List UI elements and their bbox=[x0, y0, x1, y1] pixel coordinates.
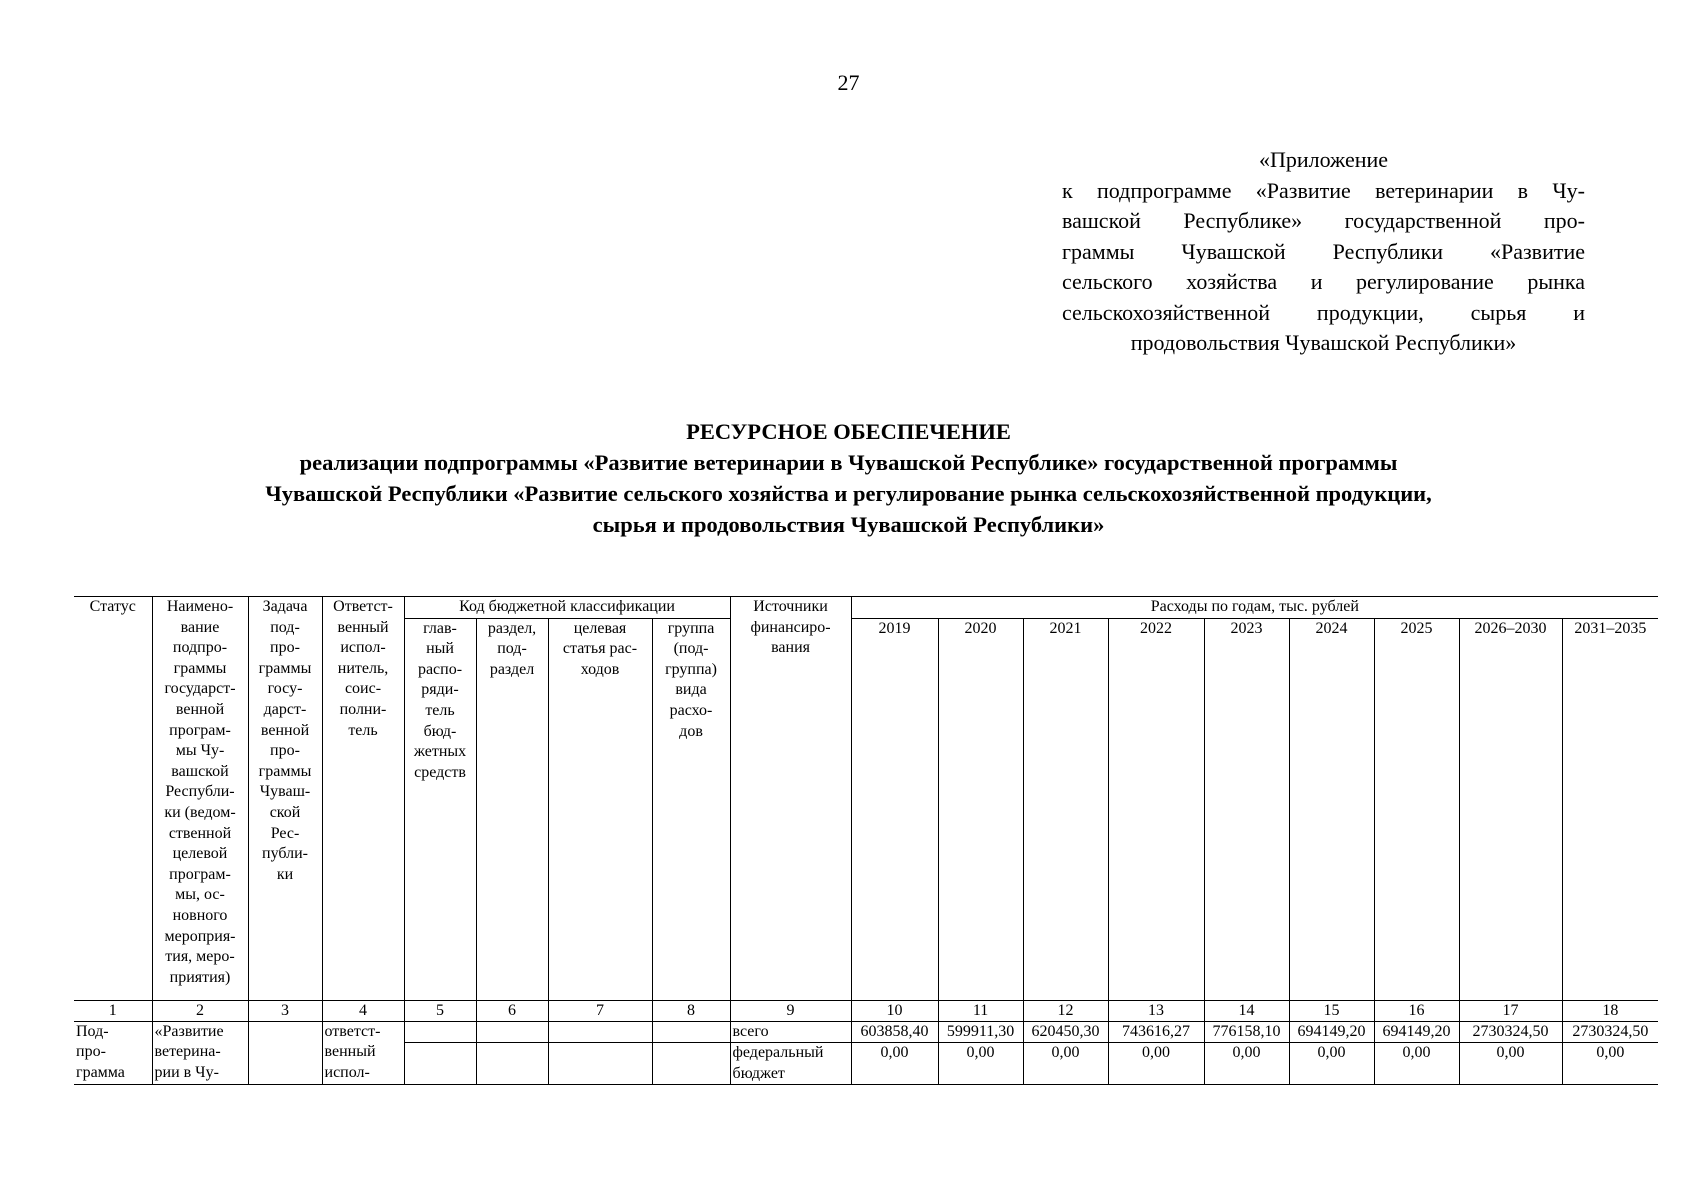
row-value: 694149,20 bbox=[1374, 1021, 1459, 1043]
column-number: 10 bbox=[851, 1000, 938, 1021]
appendix-line: граммы Чувашской Республики «Развитие bbox=[1062, 238, 1585, 264]
header-year: 2022 bbox=[1108, 618, 1204, 1000]
column-number: 9 bbox=[730, 1000, 851, 1021]
header-year: 2019 bbox=[851, 618, 938, 1000]
header-target-article: целевая статья рас- ходов bbox=[548, 618, 652, 1000]
column-number: 2 bbox=[152, 1000, 248, 1021]
row-value: 599911,30 bbox=[938, 1021, 1023, 1043]
header-expense-group: группа (под- группа) вида расхо- дов bbox=[652, 618, 730, 1000]
header-section: раздел, под- раздел bbox=[476, 618, 548, 1000]
header-expenses: Расходы по годам, тыс. рублей bbox=[851, 597, 1658, 619]
row-value: 743616,27 bbox=[1108, 1021, 1204, 1043]
row-value: 603858,40 bbox=[851, 1021, 938, 1043]
column-number: 14 bbox=[1204, 1000, 1289, 1021]
column-number: 18 bbox=[1562, 1000, 1658, 1021]
row-value: 0,00 bbox=[1108, 1043, 1204, 1085]
header-funding-sources: Источники финансиро- вания bbox=[730, 597, 851, 1001]
document-title bbox=[0, 416, 1697, 540]
row-target-article bbox=[548, 1043, 652, 1085]
header-year: 2021 bbox=[1023, 618, 1108, 1000]
title-line: Чувашской Республики «Развитие сельского хозяйства и регулирование рынка сельскохозяйственной продукции, bbox=[265, 481, 1432, 506]
column-number: 11 bbox=[938, 1000, 1023, 1021]
column-number: 4 bbox=[322, 1000, 404, 1021]
column-number: 13 bbox=[1108, 1000, 1204, 1021]
column-number: 16 bbox=[1374, 1000, 1459, 1021]
row-name: «Развитие ветерина- рии в Чу- bbox=[152, 1021, 248, 1085]
column-number: 7 bbox=[548, 1000, 652, 1021]
header-name: Наимено- вание подпро- граммы государст- венной програм- мы Чу- вашской Республи- ки (ведом- ственной целевой програм- мы, ос- новного мероприя- тия, меро- приятия) bbox=[152, 597, 248, 1001]
row-section bbox=[476, 1043, 548, 1085]
appendix-note bbox=[1062, 145, 1585, 359]
header-year: 2024 bbox=[1289, 618, 1374, 1000]
header-status: Статус bbox=[74, 597, 152, 1001]
title-line: сырья и продовольствия Чувашской Республики» bbox=[592, 512, 1105, 537]
row-main-manager bbox=[404, 1021, 476, 1043]
row-status: Под- про- грамма bbox=[74, 1021, 152, 1085]
title-line: РЕСУРСНОЕ ОБЕСПЕЧЕНИЕ bbox=[686, 419, 1011, 444]
header-year: 2031–2035 bbox=[1562, 618, 1658, 1000]
row-executor: ответст- венный испол- bbox=[322, 1021, 404, 1085]
row-value: 776158,10 bbox=[1204, 1021, 1289, 1043]
header-year: 2025 bbox=[1374, 618, 1459, 1000]
column-number: 15 bbox=[1289, 1000, 1374, 1021]
column-number: 8 bbox=[652, 1000, 730, 1021]
column-number: 5 bbox=[404, 1000, 476, 1021]
header-main-manager: глав- ный распо- ряди- тель бюд- жетных средств bbox=[404, 618, 476, 1000]
header-year: 2026–2030 bbox=[1459, 618, 1562, 1000]
row-value: 2730324,50 bbox=[1562, 1021, 1658, 1043]
header-budget-code: Код бюджетной классификации bbox=[404, 597, 730, 619]
row-value: 0,00 bbox=[851, 1043, 938, 1085]
column-number: 6 bbox=[476, 1000, 548, 1021]
row-value: 0,00 bbox=[1562, 1043, 1658, 1085]
appendix-line: к подпрограмме «Развитие ветеринарии в Чу- bbox=[1062, 177, 1585, 203]
row-value: 0,00 bbox=[1459, 1043, 1562, 1085]
row-value: 0,00 bbox=[1374, 1043, 1459, 1085]
row-value: 620450,30 bbox=[1023, 1021, 1108, 1043]
column-number: 3 bbox=[248, 1000, 322, 1021]
row-expense-group bbox=[652, 1043, 730, 1085]
row-value: 0,00 bbox=[1023, 1043, 1108, 1085]
appendix-line: продовольствия Чувашской Республики» bbox=[1130, 330, 1517, 355]
title-line: реализации подпрограммы «Развитие ветеринарии в Чувашской Республике» государственной программы bbox=[299, 450, 1398, 475]
header-year: 2020 bbox=[938, 618, 1023, 1000]
row-target-article bbox=[548, 1021, 652, 1043]
row-funding-source: федеральный бюджет bbox=[730, 1043, 851, 1085]
row-funding-source: всего bbox=[730, 1021, 851, 1043]
row-value: 0,00 bbox=[1204, 1043, 1289, 1085]
appendix-heading: «Приложение bbox=[1258, 147, 1389, 172]
appendix-line: сельскохозяйственной продукции, сырья и bbox=[1062, 299, 1585, 325]
header-task: Задача под- про- граммы госу- дарст- венной про- граммы Чуваш- ской Рес- публи- ки bbox=[248, 597, 322, 1001]
row-value: 2730324,50 bbox=[1459, 1021, 1562, 1043]
row-expense-group bbox=[652, 1021, 730, 1043]
column-number: 1 bbox=[74, 1000, 152, 1021]
row-main-manager bbox=[404, 1043, 476, 1085]
resource-table bbox=[74, 596, 1658, 1085]
appendix-line: сельского хозяйства и регулирование рынка bbox=[1062, 269, 1585, 294]
row-value: 0,00 bbox=[1289, 1043, 1374, 1085]
row-task bbox=[248, 1021, 322, 1085]
page-number: 27 bbox=[837, 70, 860, 95]
column-number: 12 bbox=[1023, 1000, 1108, 1021]
column-number: 17 bbox=[1459, 1000, 1562, 1021]
row-value: 0,00 bbox=[938, 1043, 1023, 1085]
row-section bbox=[476, 1021, 548, 1043]
header-executor: Ответст- венный испол- нитель, соис- полни- тель bbox=[322, 597, 404, 1001]
row-value: 694149,20 bbox=[1289, 1021, 1374, 1043]
header-year: 2023 bbox=[1204, 618, 1289, 1000]
appendix-line: вашской Республике» государственной про- bbox=[1062, 208, 1585, 233]
